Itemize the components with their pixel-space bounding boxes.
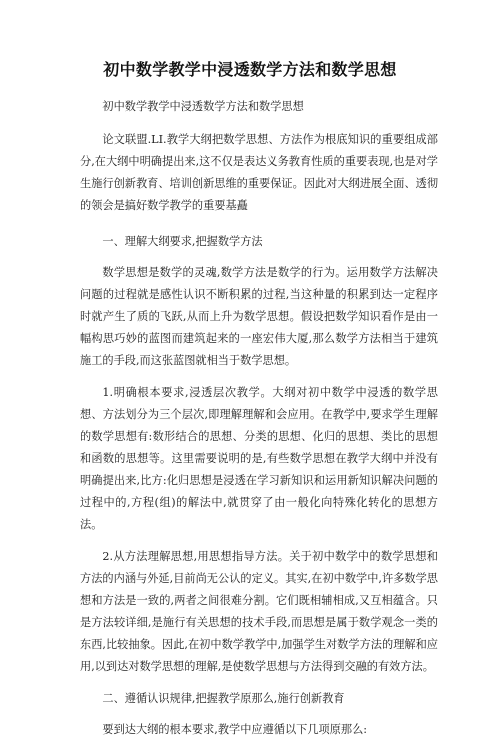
document-title: 初中数学教学中浸透数学方法和数学思想 <box>103 60 397 79</box>
paragraph-4: 要到达大纲的根本要求,教学中应遵循以下几项原那么: <box>102 723 368 736</box>
section-heading-2: 二、遵循认识规律,把握教学原那么,施行创新教育 <box>102 692 345 705</box>
paragraph-3: 2.从方法理解思想,用思想指导方法。关于初中数学中的数学思想和方法的内涵与外延,目前尚无公认的定义。其实,在初中数学中,许多数学思想和方法是一致的,两者之间很难分割。它们既相辅相成,又互相蕴含。只是方法较详细,是施行有关思想的技术手段,而思想是属于数学观念一类的东西,比较抽象。因此,在初中数学教学中,加强学生对数学方法的理解和应用,以到达对数学思想的理解,是使数学思想与方法得到交融的有效方法。 <box>80 550 438 673</box>
section-heading-1: 一、理解大纲要求,把握数学方法 <box>102 235 263 248</box>
paragraph-2: 1.明确根本要求,浸透层次教学。大纲对初中数学中浸透的数学思想、方法划分为三个层次,即理解理解和会应用。在教学中,要求学生理解的数学思想有:数形结合的思想、分类的思想、化归的思想、类比的思想和函数的思想等。这里需要说明的是,有些数学思想在教学大纲中并没有明确提出来,比方:化归思想是浸透在学习新知识和运用新知识解决问题的过程中的,方程(组)的解法中,就贯穿了由一般化向特殊化转化的思想方法。 <box>80 386 438 531</box>
paragraph-1: 数学思想是数学的灵魂,数学方法是数学的行为。运用数学方法解决问题的过程就是感性认识不断积累的过程,当这种量的积累到达一定程序时就产生了质的飞跃,从而上升为数学思想。假设把数学知识看作是由一幅构思巧妙的蓝图而建筑起来的一座宏伟大厦,那么数学方法相当于建筑施工的手段,而这张蓝图就相当于数学思想。 <box>80 266 438 367</box>
intro-paragraph: 论文联盟.LI.教学大纲把数学思想、方法作为根底知识的重要组成部分,在大纲中明确提出来,这不仅是表达义务教育性质的重要表现,也是对学生施行创新教育、培训创新思维的重要保证。因此对大纲进展全面、透彻的领会是搞好数学教学的重要基矗 <box>80 133 439 212</box>
document-subtitle: 初中数学教学中浸透数学方法和数学思想 <box>102 100 304 113</box>
